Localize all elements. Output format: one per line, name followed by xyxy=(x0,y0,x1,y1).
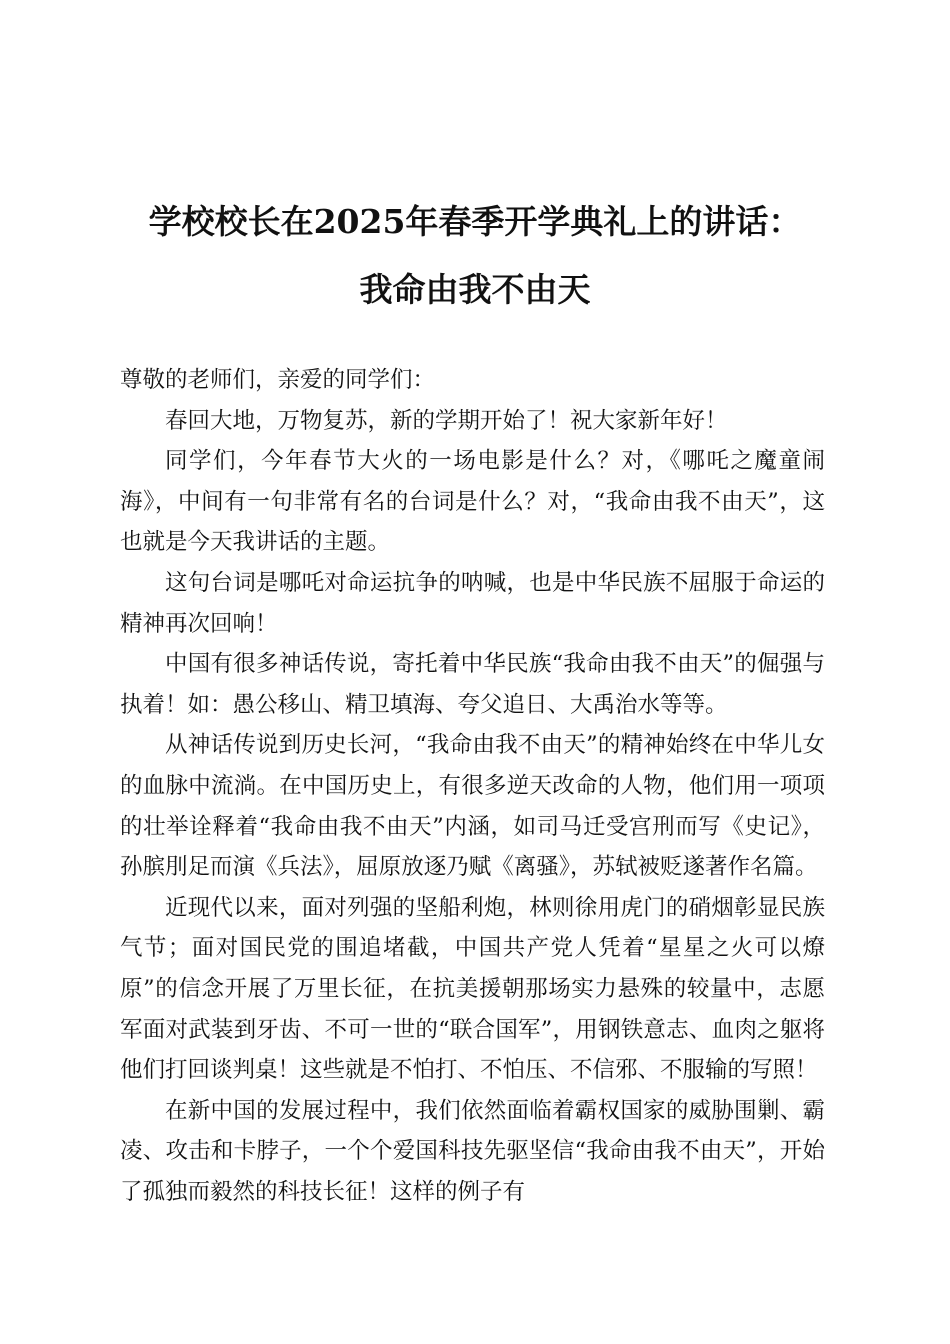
document-title-line-1: 学校校长在2025年春季开学典礼上的讲话： xyxy=(148,202,802,241)
paragraph-6: 近现代以来，面对列强的坚船利炮，林则徐用虎门的硝烟彰显民族气节；面对国民党的围追堵截，中国共产党人凭着“星星之火可以燎原”的信念开展了万里长征，在抗美援朝那场实力悬殊的较量中，志愿军面对武装到牙齿、不可一世的“联合国军”，用钢铁意志、血肉之躯将他们打回谈判桌！这些就是不怕打、不怕压、不信邪、不服输的写照！ xyxy=(120,894,825,1084)
paragraph-7: 在新中国的发展过程中，我们依然面临着霸权国家的威胁围剿、霸凌、攻击和卡脖子，一个个爱国科技先驱坚信“我命由我不由天”，开始了孤独而毅然的科技长征！这样的例子有 xyxy=(120,1097,825,1205)
paragraph-1: 春回大地，万物复苏，新的学期开始了！祝大家新年好！ xyxy=(165,407,728,434)
document-body xyxy=(120,360,825,1212)
paragraph-2: 同学们，今年春节大火的一场电影是什么？对，《哪吒之魔童闹海》，中间有一句非常有名的台词是什么？对，“我命由我不由天”，这也就是今天我讲话的主题。 xyxy=(120,448,825,556)
salutation: 尊敬的老师们，亲爱的同学们： xyxy=(120,367,436,393)
paragraph-4: 中国有很多神话传说，寄托着中华民族“我命由我不由天”的倔强与执着！如：愚公移山、精卫填海、夸父追日、大禹治水等等。 xyxy=(120,651,825,718)
paragraph-3: 这句台词是哪吒对命运抗争的呐喊，也是中华民族不屈服于命运的精神再次回响！ xyxy=(120,569,825,637)
document-title-line-2: 我命由我不由天 xyxy=(359,270,591,309)
paragraph-5: 从神话传说到历史长河，“我命由我不由天”的精神始终在中华儿女的血脉中流淌。在中国历史上，有很多逆天改命的人物，他们用一项项的壮举诠释着“我命由我不由天”内涵，如司马迁受宫刑而写《史记》，孙膑刖足而演《兵法》，屈原放逐乃赋《离骚》，苏轼被贬遂著作名篇。 xyxy=(120,732,825,881)
